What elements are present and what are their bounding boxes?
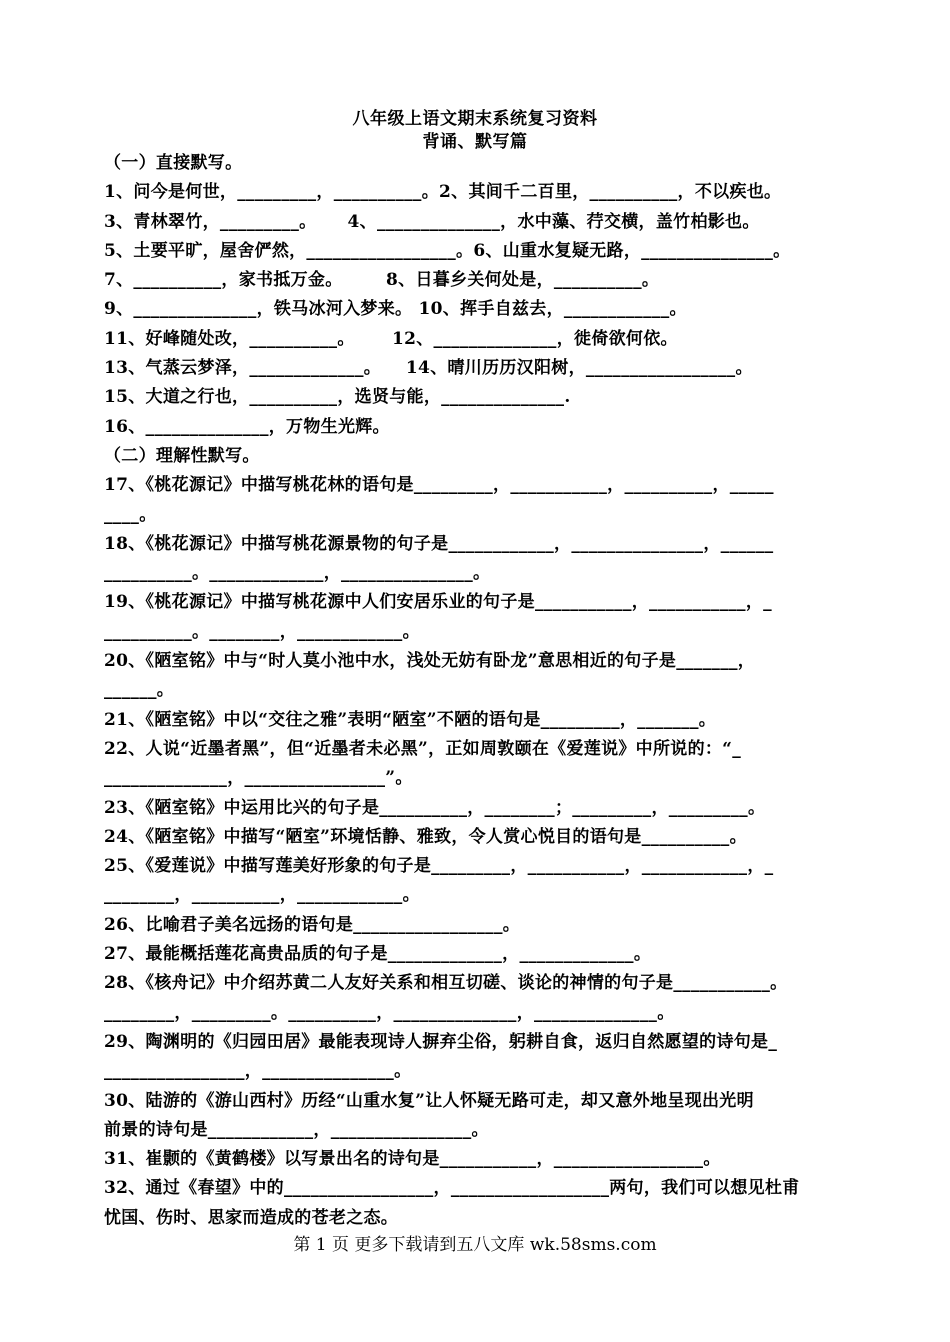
- text-line: 17、《桃花源记》中描写桃花林的语句是_________，___________，__________，_____: [104, 475, 774, 496]
- text-line: 32、通过《春望》中的_________________，__________________两句，我们可以想见杜甫: [104, 1178, 800, 1199]
- text-line: ______。: [104, 680, 175, 701]
- document-title: 八年级上语文期末系统复习资料: [352, 109, 598, 129]
- text-line: ____。: [104, 504, 157, 525]
- text-line: 13、气蒸云梦泽，_____________。 14、晴川历历汉阳树，_________________。: [104, 358, 753, 379]
- text-line: 16、______________，万物生光辉。: [104, 416, 390, 437]
- text-line: 25、《爱莲说》中描写莲美好形象的句子是_________，___________，____________，_: [104, 856, 774, 877]
- text-line: 30、陆游的《游山西村》历经“山重水复”让人怀疑无路可走，却又意外地呈现出光明: [104, 1090, 754, 1111]
- text-line: 23、《陋室铭》中运用比兴的句子是__________，________；_________，_________。: [104, 797, 766, 818]
- text-line: 26、比喻君子美名远扬的语句是_________________。: [104, 914, 521, 935]
- text-line: ________________，_______________。: [104, 1061, 412, 1082]
- text-line: 20、《陋室铭》中与“时人莫小池中水，浅处无妨有卧龙”意思相近的句子是_______，: [104, 651, 756, 672]
- text-line: ________，_________。__________，______________，______________。: [104, 1002, 675, 1023]
- text-line: 18、《桃花源记》中描写桃花源景物的句子是____________，_______________，______: [104, 533, 774, 554]
- text-line: 3、青林翠竹，_________。 4、______________，水中藻、荇交横，盖竹柏影也。: [104, 211, 760, 232]
- text-line: 21、《陋室铭》中以“交往之雅”表明“陋室”不陋的语句是_________，_______。: [104, 709, 717, 730]
- text-line: 7、__________，家书抵万金。 8、日暮乡关何处是，__________。: [104, 270, 660, 291]
- text-line: 11、好峰随处改，__________。 12、______________，徙倚欲何依。: [104, 328, 678, 349]
- text-line: 1、问今是何世，_________，__________。2、其间千二百里，__________，不以疾也。: [104, 182, 782, 203]
- text-line: 22、人说“近墨者黑”，但“近墨者未必黑”，正如周敦颐在《爱莲说》中所说的：“_: [104, 738, 742, 759]
- text-line: 忧国、伤时、思家而造成的苍老之态。: [104, 1207, 399, 1228]
- text-line: ________，__________，____________。: [104, 885, 420, 906]
- page-footer: 第 1 页 更多下载请到五八文库 wk.58sms.com: [293, 1235, 657, 1255]
- text-line: 19、《桃花源记》中描写桃花源中人们安居乐业的句子是___________，___________，_: [104, 592, 772, 613]
- text-line: 15、大道之行也，__________，选贤与能，______________.: [104, 387, 571, 408]
- text-line: 前景的诗句是____________，________________。: [104, 1119, 489, 1140]
- text-line: （一）直接默写。: [104, 153, 243, 173]
- document-body: [104, 149, 854, 1233]
- document-subtitle: 背诵、默写篇: [422, 132, 528, 152]
- text-line: 24、《陋室铭》中描写“陋室”环境恬静、雅致，令人赏心悦目的语句是__________。: [104, 826, 747, 847]
- text-line: 31、崔颢的《黄鹤楼》以写景出名的诗句是___________，_________________。: [104, 1149, 721, 1170]
- text-line: ______________，________________”。: [104, 768, 413, 789]
- text-line: 29、陶渊明的《归园田居》最能表现诗人摒弃尘俗，躬耕自食，返归自然愿望的诗句是_: [104, 1031, 778, 1052]
- text-line: 5、土要平旷，屋舍俨然，_________________。6、山重水复疑无路，_______________。: [104, 240, 791, 261]
- text-line: 28、《核舟记》中介绍苏黄二人友好关系和相互切磋、谈论的神情的句子是___________。: [104, 973, 788, 994]
- text-line: 9、______________，铁马冰河入梦来。 10、挥手自兹去，____________。: [104, 299, 687, 320]
- text-line: __________。________，____________。: [104, 621, 420, 642]
- text-line: 27、最能概括莲花高贵品质的句子是_____________，_____________。: [104, 944, 652, 965]
- text-line: （二）理解性默写。: [104, 445, 260, 466]
- text-line: __________。_____________，_______________。: [104, 563, 491, 584]
